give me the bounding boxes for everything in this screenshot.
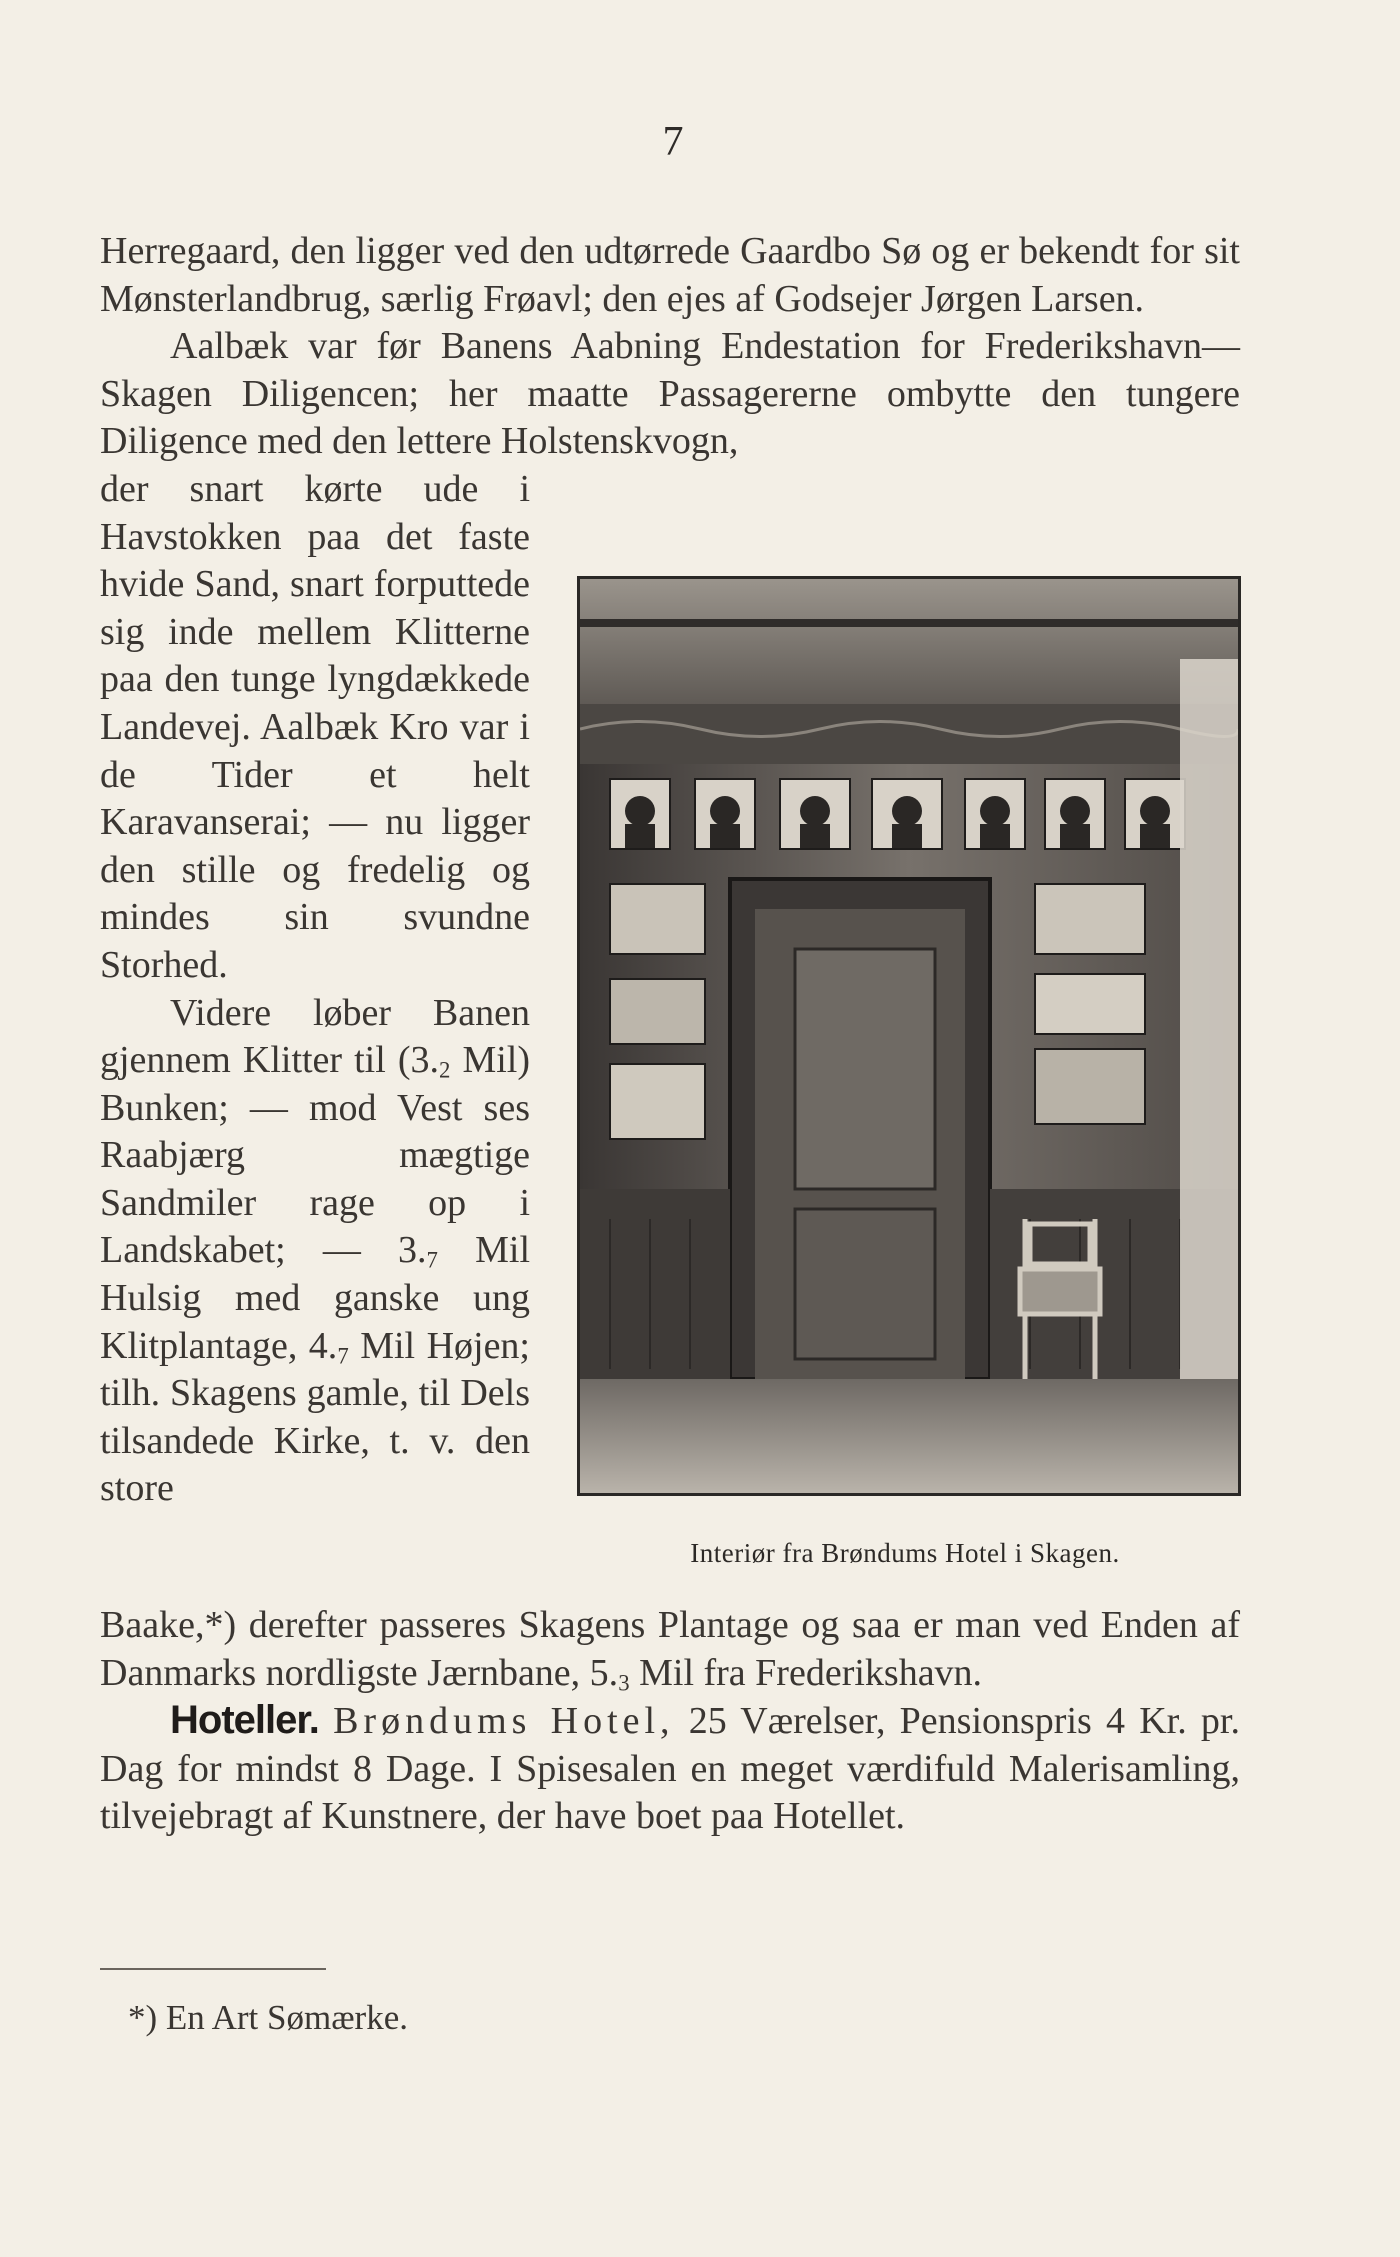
paragraph-aalbaek: Aalbæk var før Banens Aabning Endestation for Frederikshavn—Skagen Diligencen; her maatte Passagererne ombytte den tungere Diligence med den lettere Holstenskvogn, — [100, 325, 1240, 463]
text-run: Videre løber Banen gjennem Klitter til (3. — [100, 991, 530, 1082]
text-run: Mil Højen; tilh. Skagens gamle, til Dels tilsandede Kirke, t. v. den store — [100, 1324, 530, 1510]
interior-illustration — [580, 579, 1238, 1493]
subscript: 7 — [337, 1343, 349, 1369]
paragraph-havstokken: der snart kørte ude i Havstokken paa det faste hvide Sand, snart forputtede sig inde mellem Klitterne paa den tunge lyngdækkede Landevej. Aalbæk Kro var i de Tider et helt Karavanserai; — nu ligger den stille og fredelig og mindes sin svundne Storhed. — [100, 467, 530, 986]
hotel-interior-photo — [577, 576, 1241, 1496]
text-run: Baake,*) derefter passeres Skagens Plantage og saa er man ved Enden af Danmarks nordligste Jærnbane, 5. — [100, 1604, 1240, 1694]
hotel-description: 25 Værelser, Pensionspris 4 Kr. pr. Dag for mindst 8 Dage. I Spisesalen en meget værdifuld Malerisamling, tilvejebragt af Kunstnere, der have boet paa Hotellet. — [100, 1700, 1240, 1838]
text-run: Mil) Bunken; — mod Vest ses Raabjærg mægtige Sandmiler rage op i Landskabet; — 3. — [100, 1039, 531, 1272]
page-number: 7 — [662, 119, 684, 165]
figure-caption: Interiør fra Brøndums Hotel i Skagen. — [690, 1538, 1120, 1568]
subscript: 2 — [439, 1057, 451, 1083]
paragraph-videre — [100, 990, 530, 1514]
hotel-name: Brøndums Hotel, — [333, 1700, 675, 1743]
paragraph-hoteller — [100, 1697, 1240, 1841]
hotel-label: Hoteller. — [170, 1698, 319, 1743]
lower-text-block — [100, 1602, 1240, 1841]
paragraph-baake — [100, 1602, 1240, 1697]
text-run: Mil fra Frederikshavn. — [629, 1651, 983, 1694]
text-run: Mil Hulsig med ganske ung Klitplantage, 4. — [100, 1229, 530, 1367]
subscript: 3 — [618, 1670, 630, 1696]
paragraph-herregaard: Herregaard, den ligger ved den udtørrede Gaardbo Sø og er bekendt for sit Mønsterlandbrug, særlig Frøavl; den ejes af Godsejer Jørgen Larsen. — [100, 230, 1240, 320]
subscript: 7 — [426, 1248, 438, 1274]
footnote-divider — [100, 1968, 326, 1970]
footnote: *) En Art Sømærke. — [128, 1998, 408, 2037]
